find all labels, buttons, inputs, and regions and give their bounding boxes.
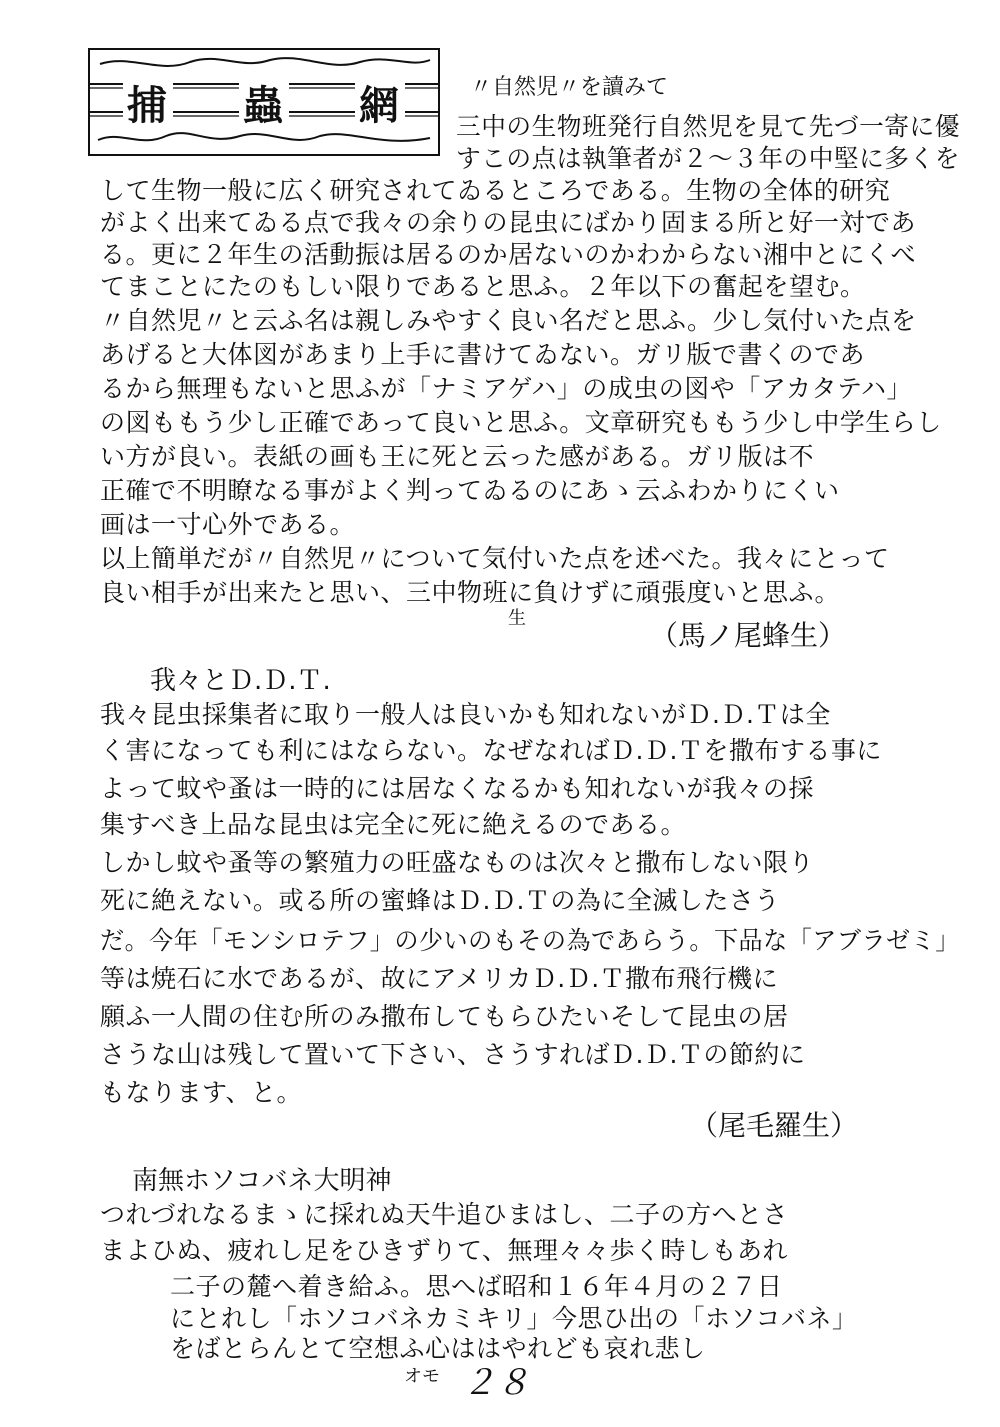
text-line: さうな山は残して置いて下さい、さうすればＤ.Ｄ.Ｔの節約に xyxy=(100,1040,806,1069)
signature: （尾毛羅生） xyxy=(690,1109,859,1142)
signature: （馬ノ尾蜂生） xyxy=(650,619,847,652)
text-line: 二子の麓へ着き給ふ。思へば昭和１６年４月の２７日 xyxy=(170,1272,783,1301)
text-line: しかし蚊や蚤等の繁殖力の旺盛なものは次々と撒布しない限り xyxy=(100,848,815,877)
text-line: 良い相手が出来たと思い、三中物班に負けずに頑張度いと思ふ。 xyxy=(100,578,841,607)
text-line: 願ふ一人間の住む所のみ撒布してもらひたいそして昆虫の居 xyxy=(100,1002,789,1031)
text-line: い方が良い。表紙の画も王に死と云った感がある。ガリ版は不 xyxy=(100,442,815,471)
logo-char-3: 網 xyxy=(355,74,405,131)
text-line: だ。今年「モンシロテフ」の少いのもその為であらう。下品な「アブラゼミ」 xyxy=(100,926,960,955)
text-line: 集すべき上品な昆虫は完全に死に絶えるのである。 xyxy=(100,810,687,839)
text-line: 正確で不明瞭なる事がよく判ってゐるのにあゝ云ふわかりにくい xyxy=(100,476,840,505)
text-line: の図ももう少し正確であって良いと思ふ。文章研究ももう少し中学生らし xyxy=(100,408,942,437)
logo-char-2: 蟲 xyxy=(239,74,289,131)
ruby-annotation: 生 xyxy=(508,608,526,629)
text-line: もなります、と。 xyxy=(100,1078,303,1107)
article-heading: 我々とＤ.Ｄ.Ｔ. xyxy=(150,666,331,696)
text-line: 我々昆虫採集者に取り一般人は良いかも知れないがＤ.Ｄ.Ｔは全 xyxy=(100,700,831,729)
text-line: よって蚊や蚤は一時的には居なくなるかも知れないが我々の採 xyxy=(100,774,815,803)
text-line: にとれし「ホソコバネカミキリ」今思ひ出の「ホソコバネ」 xyxy=(170,1304,858,1333)
text-line: がよく出来てゐる点で我々の余りの昆虫にばかり固まる所と好一対であ xyxy=(100,208,917,237)
article-heading: 南無ホソコバネ大明神 xyxy=(132,1166,392,1196)
logo-char-1: 捕 xyxy=(123,74,173,131)
text-line: あげると大体図があまり上手に書けてゐない。ガリ版で書くのであ xyxy=(100,340,866,369)
text-line: 死に絶えない。或る所の蜜蜂はＤ.Ｄ.Ｔの為に全滅したさう xyxy=(100,886,780,915)
text-line: すこの点は執筆者が２〜３年の中堅に多くを xyxy=(456,144,960,173)
text-line: く害になっても利にはならない。なぜなればＤ.Ｄ.Ｔを撒布する事に xyxy=(100,736,882,765)
text-line: 等は焼石に水であるが、故にアメリカＤ.Ｄ.Ｔ撒布飛行機に xyxy=(100,964,779,993)
article-title: 〃自然児〃を讀みて xyxy=(470,75,669,100)
text-line: 三中の生物班発行自然児を見て先づ一寄に優 xyxy=(456,112,960,141)
logo-text xyxy=(90,72,438,132)
ruby-annotation: オモ xyxy=(404,1366,440,1387)
text-line: 以上簡単だが〃自然児〃について気付いた点を述べた。我々にとって xyxy=(100,544,890,573)
text-line: てまことにたのもしい限りであると思ふ。２年以下の奮起を望む。 xyxy=(100,272,866,301)
text-line: るから無理もないと思ふが「ナミアゲハ」の成虫の図や「アカタテハ」 xyxy=(100,374,913,403)
text-line: をばとらんとて空想ふ心ははやれども哀れ悲し xyxy=(170,1334,706,1363)
text-line: つれづれなるまゝに採れぬ天牛追ひまはし、二子の方へとさ xyxy=(100,1200,789,1229)
header-logo xyxy=(88,48,440,156)
page-number: ２８ xyxy=(462,1363,530,1403)
text-line: 〃自然児〃と云ふ名は親しみやすく良い名だと思ふ。少し気付いた点を xyxy=(100,306,917,335)
text-line: 画は一寸心外である。 xyxy=(100,510,356,539)
text-line: る。更に２年生の活動振は居るのか居ないのかわからない湘中とにくべ xyxy=(100,240,917,269)
text-line: して生物一般に広く研究されてゐるところである。生物の全体的研究 xyxy=(100,176,891,205)
text-line: まよひぬ、疲れし足をひきずりて、無理々々歩く時しもあれ xyxy=(100,1236,789,1265)
